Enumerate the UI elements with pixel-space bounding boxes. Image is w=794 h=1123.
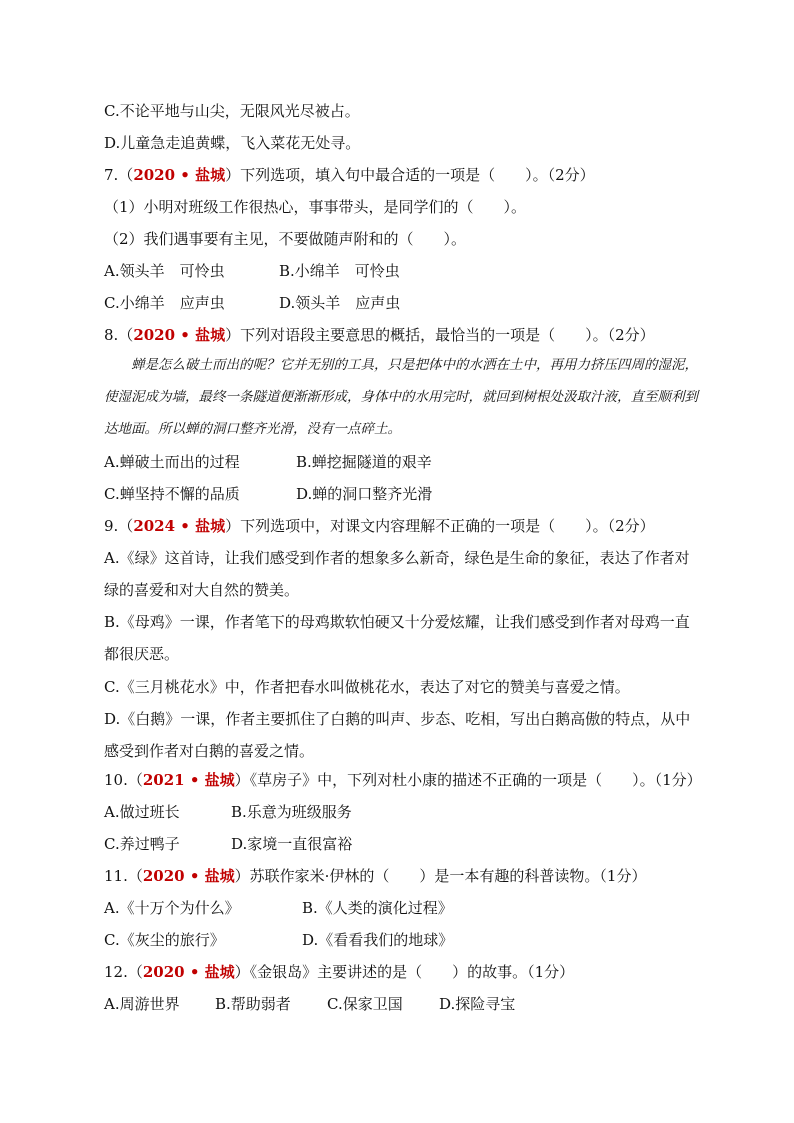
question-number: 10.（ [104,771,143,789]
q9-option-d: D.《白鹅》一课，作者主要抓住了白鹅的叫声、步态、吃相，写出白鹅高傲的特点，从中感受到作者对白鹅的喜爱之情。 [104,710,691,760]
question-number: 8.（ [104,326,134,344]
q8-stem [104,324,655,346]
q12-option-d: D.探险寻宝 [439,995,516,1013]
q11-option-c: C.《灰尘的旅行》 [104,931,225,949]
source-tag: 2020 • 盐城 [133,166,226,184]
question-text: ）苏联作家米·伊林的（ ）是一本有趣的科普读物。（1分） [234,867,647,885]
question-number: 11.（ [104,867,143,885]
q12-option-a: A.周游世界 [104,995,180,1013]
q7-option-b: B.小绵羊 可怜虫 [279,262,400,280]
question-text: ）下列选项，填入句中最合适的一项是（ ）。（2分） [225,166,595,184]
question-text: ）《草房子》中，下列对杜小康的描述不正确的一项是（ ）。（1分） [234,771,702,789]
q10-option-d: D.家境一直很富裕 [231,835,353,853]
q6-option-c: C.不论平地与山尖，无限风光尽被占。 [104,102,360,120]
q10-option-c: C.养过鸭子 [104,835,180,853]
question-text: ）下列对语段主要意思的概括，最恰当的一项是（ ）。（2分） [225,326,655,344]
question-number: 12.（ [104,963,143,981]
q9-stem [104,515,655,537]
source-tag: 2020 • 盐城 [142,963,235,981]
question-number: 9.（ [104,517,134,535]
q11-option-a: A.《十万个为什么》 [104,899,240,917]
q7-sub2: （2）我们遇事要有主见，不要做随声附和的（ ）。 [104,230,467,248]
q11-stem [104,865,646,887]
q8-option-c: C.蝉坚持不懈的品质 [104,485,240,503]
q10-option-b: B.乐意为班级服务 [231,803,352,821]
q11-option-b: B.《人类的演化过程》 [302,899,453,917]
q6-option-d: D.儿童急走追黄蝶，飞入菜花无处寻。 [104,134,361,152]
question-text: ）下列选项中，对课文内容理解不正确的一项是（ ）。（2分） [225,517,655,535]
q8-passage: 蝉是怎么破土而出的呢？它并无别的工具，只是把体中的水洒在土中，再用力挤压四周的湿泥，使湿泥成为墙，最终一条隧道便渐渐形成，身体中的水用完时，就回到树根处汲取汁液，直至顺利到达地面。所以蝉的洞口整齐光滑，没有一点碎土。 [104,357,698,437]
q12-option-c: C.保家卫国 [327,995,403,1013]
q7-stem [104,164,595,186]
q9-option-b: B.《母鸡》一课，作者笔下的母鸡欺软怕硬又十分爱炫耀，让我们感受到作者对母鸡一直都很厌恶。 [104,613,690,663]
q7-option-c: C.小绵羊 应声虫 [104,294,225,312]
q9-option-c: C.《三月桃花水》中，作者把春水叫做桃花水，表达了对它的赞美与喜爱之情。 [104,678,630,696]
q8-option-a: A.蝉破土而出的过程 [104,453,240,471]
q8-option-b: B.蝉挖掘隧道的艰辛 [296,453,432,471]
q9-option-a: A.《绿》这首诗，让我们感受到作者的想象多么新奇，绿色是生命的象征，表达了作者对绿的喜爱和对大自然的赞美。 [104,549,690,599]
source-tag: 2020 • 盐城 [142,867,235,885]
q8-option-d: D.蝉的洞口整齐光滑 [296,485,433,503]
q12-option-b: B.帮助弱者 [215,995,291,1013]
q10-stem [104,769,702,791]
source-tag: 2021 • 盐城 [142,771,235,789]
question-number: 7.（ [104,166,134,184]
q10-option-a: A.做过班长 [104,803,180,821]
question-text: ）《金银岛》主要讲述的是（ ）的故事。（1分） [234,963,575,981]
source-tag: 2024 • 盐城 [133,517,226,535]
q11-option-d: D.《看看我们的地球》 [302,931,454,949]
q12-stem [104,961,574,983]
q7-option-d: D.领头羊 应声虫 [279,294,401,312]
q7-sub1: （1）小明对班级工作很热心，事事带头，是同学们的（ ）。 [104,198,527,216]
source-tag: 2020 • 盐城 [133,326,226,344]
q7-option-a: A.领头羊 可怜虫 [104,262,225,280]
